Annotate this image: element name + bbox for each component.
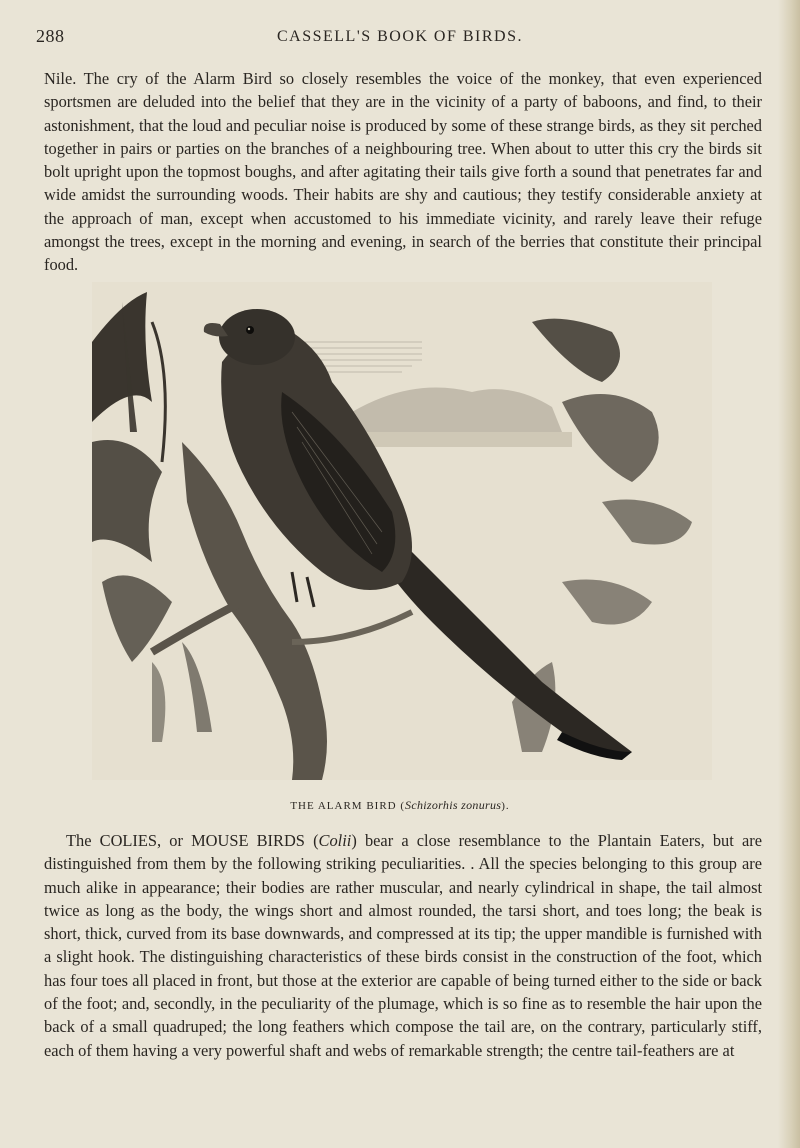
figure-caption: THE ALARM BIRD (Schizorhis zonurus).	[290, 798, 510, 812]
paragraph-colies: The COLIES, or MOUSE BIRDS (Colii) bear a close resemblance to the Plantain Eaters, but are distinguished from them by the following striking peculiarities. . All the species belonging to this group are much alike in appearance; their bodies are rather muscular, and nearly cylindrical in shape, the tail almost twice as long as the body, the wings short and almost rounded, the tarsi short, and toes long; the beak is short, thick, curved from its base downwards, and compressed at its tip; the upper mandible is furnished with a slight hook. The distinguishing characteristics of these birds consist in the construction of the foot, which has four toes all placed in front, but those at the exterior are capable of being turned either to the side or back of the foot; and, secondly, in the peculiarity of the plumage, which is so fine as to resemble the hair upon the back of a small quadruped; the long feathers which compose the tail are, on the contrary, particularly stiff, each of them having a very powerful shaft and webs of remarkable strength; the centre tail-feathers are at	[44, 831, 762, 1060]
paragraph-alarm-bird: Nile. The cry of the Alarm Bird so closely resembles the voice of the monkey, that even experienced sportsmen are deluded into the belief that they are in the vicinity of a party of baboons, and find, to their astonishment, that the loud and peculiar noise is produced by some of these strange birds, as they sit perched together in pairs or parties on the branches of a neighbouring tree. When about to utter this cry the birds sit bolt upright upon the topmost boughs, and after agitating their tails give forth a sound that penetrates far and wide amidst the surrounding woods. Their habits are shy and cautious; they testify considerable anxiety at the approach of man, except when accustomed to his immediate vicinity, and rarely leave their refuge amongst the trees, except in the morning and evening, in search of the berries that constitute their principal food.	[44, 69, 762, 275]
colies-lead: The COLIES, or MOUSE BIRDS	[66, 831, 305, 850]
caption-latin-name: Schizorhis zonurus	[405, 798, 502, 812]
caption-title: THE ALARM BIRD	[290, 800, 397, 812]
running-head: CASSELL'S BOOK OF BIRDS.	[276, 28, 524, 45]
colies-text: bear a close resemblance to the Plantain Eaters, but are distinguished from them by the following striking peculiarities. . All the species belonging to this group are much alike in appearance; their bodies are rather muscular, and nearly cylindrical in shape, the tail almost twice as long as the body, the wings short and almost rounded, the tarsi short, and toes long; the beak is short, thick, curved from its base downwards, and compressed at its tip; the upper mandible is furnished with a slight hook. The distinguishing characteristics of these birds consist in the construction of the foot, which has four toes all placed in front, but those at the exterior are capable of being turned either to the side or back of the foot; and, secondly, in the peculiarity of the plumage, which is so fine as to resemble the hair upon the back of a small quadruped; the long feathers which compose the tail are, on the contrary, particularly stiff, each of them having a very powerful shaft and webs of remarkable strength; the centre tail-feathers are at	[44, 831, 762, 1060]
page-edge-shadow	[778, 0, 800, 1148]
page-number: 288	[36, 26, 65, 46]
colies-latin-name: Colii	[318, 831, 352, 850]
alarm-bird-illustration	[92, 282, 712, 780]
page-header	[36, 26, 764, 50]
